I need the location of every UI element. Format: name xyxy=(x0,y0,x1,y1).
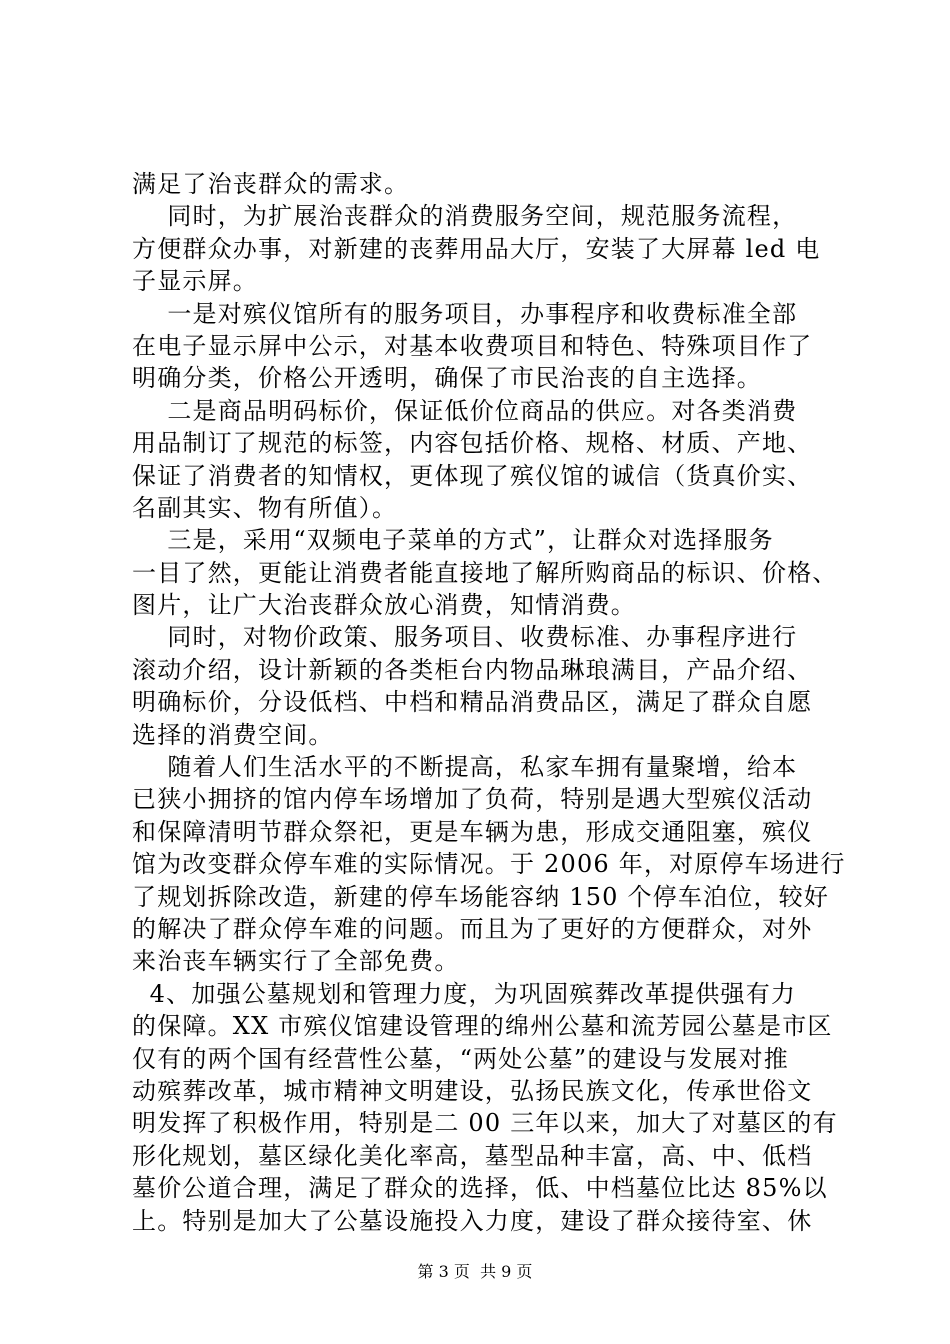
text-line: 方便群众办事，对新建的丧葬用品大厅，安装了大屏幕 led 电 xyxy=(132,234,821,263)
text-line: 选择的消费空间。 xyxy=(132,720,334,749)
text-line: 三是，采用“双频电子菜单的方式”，让群众对选择服务 xyxy=(132,526,774,555)
text-line: 在电子显示屏中公示，对基本收费项目和特色、特殊项目作了 xyxy=(132,331,813,360)
text-line: 动殡葬改革，城市精神文明建设，弘扬民族文化，传承世俗文 xyxy=(132,1076,813,1105)
text-line: 明发挥了积极作用，特别是二 00 三年以来，加大了对墓区的有 xyxy=(132,1109,838,1138)
text-line: 的解决了群众停车难的问题。而且为了更好的方便群众，对外 xyxy=(132,914,813,943)
page-number: 第 3 页 共 9 页 xyxy=(417,1262,533,1281)
text-line: 一是对殡仪馆所有的服务项目，办事程序和收费标准全部 xyxy=(132,299,798,328)
text-line: 子显示屏。 xyxy=(132,267,258,296)
text-line: 用品制订了规范的标签，内容包括价格、规格、材质、产地、 xyxy=(132,429,813,458)
text-line: 已狭小拥挤的馆内停车场增加了负荷，特别是遇大型殡仪活动 xyxy=(132,785,813,814)
text-line: 同时，为扩展治丧群众的消费服务空间，规范服务流程， xyxy=(132,202,798,231)
text-line: 的保障。XX 市殡仪馆建设管理的绵州公墓和流芳园公墓是市区 xyxy=(132,1012,833,1041)
text-line: 馆为改变群众停车难的实际情况。于 2006 年，对原停车场进行 xyxy=(132,850,846,879)
text-line: 满足了治丧群众的需求。 xyxy=(132,170,410,198)
text-line: 明确分类，价格公开透明，确保了市民治丧的自主选择。 xyxy=(132,364,762,393)
body-text xyxy=(132,168,846,1237)
text-line: 墓价公道合理，满足了群众的选择，低、中档墓位比达 85%以 xyxy=(132,1174,828,1203)
text-line: 随着人们生活水平的不断提高，私家车拥有量聚增，给本 xyxy=(132,753,798,782)
text-line: 同时，对物价政策、服务项目、收费标准、办事程序进行 xyxy=(132,623,798,652)
text-line: 图片，让广大治丧群众放心消费，知情消费。 xyxy=(132,591,636,620)
text-line: 了规划拆除改造，新建的停车场能容纳 150 个停车泊位，较好 xyxy=(132,882,830,911)
text-line: 和保障清明节群众祭祀，更是车辆为患，形成交通阻塞，殡仪 xyxy=(132,817,813,846)
text-line: 一目了然，更能让消费者能直接地了解所购商品的标识、价格、 xyxy=(132,558,838,587)
text-line: 名副其实、物有所值）。 xyxy=(132,493,398,522)
text-line: 明确标价，分设低档、中档和精品消费品区，满足了群众自愿 xyxy=(132,688,813,717)
text-line: 上。特别是加大了公墓设施投入力度，建设了群众接待室、休 xyxy=(132,1206,813,1235)
text-line: 来治丧车辆实行了全部免费。 xyxy=(132,947,460,976)
text-line: 仅有的两个国有经营性公墓，“两处公墓”的建设与发展对推 xyxy=(132,1044,789,1073)
text-line: 二是商品明码标价，保证低价位商品的供应。对各类消费 xyxy=(132,396,798,425)
text-line: 滚动介绍，设计新颖的各类柜台内物品琳琅满目，产品介绍、 xyxy=(132,655,813,684)
text-line: 形化规划，墓区绿化美化率高，墓型品种丰富，高、中、低档 xyxy=(132,1141,813,1170)
text-line: 4、加强公墓规划和管理力度，为巩固殡葬改革提供强有力 xyxy=(132,979,797,1008)
text-line: 保证了消费者的知情权，更体现了殡仪馆的诚信（货真价实、 xyxy=(132,461,813,490)
